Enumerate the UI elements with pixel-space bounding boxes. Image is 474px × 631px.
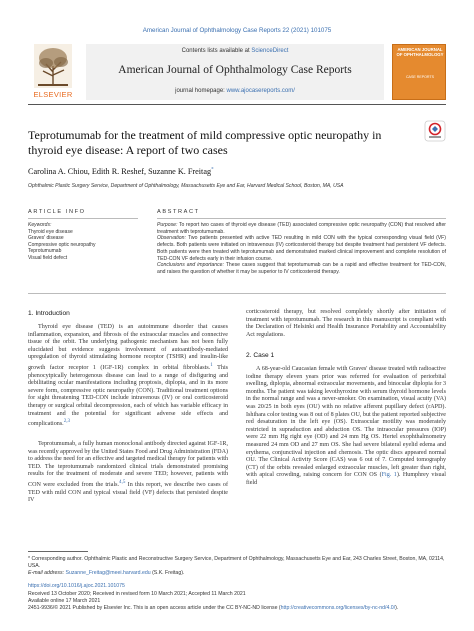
elsevier-tree-icon (34, 44, 72, 88)
section-heading-case-1: 2. Case 1 (246, 352, 275, 359)
cover-title: AMERICAN JOURNAL OF OPHTHALMOLOGY (396, 47, 444, 57)
author-list: Carolina A. Chiou, Edith R. Reshef, Suzanne K. Freitag* (28, 167, 214, 176)
homepage-link[interactable]: www.ajocasereports.com/ (226, 88, 295, 94)
crossmark-icon[interactable] (424, 120, 446, 142)
abstract-bottom-rule (28, 293, 446, 294)
available-online: Available online 17 March 2021 (28, 598, 101, 604)
header-rule (28, 104, 446, 105)
citation-link[interactable]: 4,5 (119, 478, 126, 485)
footnote-rule (28, 551, 88, 552)
author-affiliation: Ophthalmic Plastic Surgery Service, Department of Ophthalmology, Massachusetts Eye and Ear, Harvard Medical School, Boston, MA, USA (28, 183, 344, 189)
publisher-name: ELSEVIER (33, 90, 73, 99)
abstract-conclusions: Conclusions and importance: These cases suggest that teprotumumab can be a rapid and effective treatment for TED-CON, and raises the question of whether it may be superior to IV corticosteroid therapy. (157, 262, 446, 275)
keywords-box (28, 222, 138, 262)
received-dates: Received 13 October 2020; Received in revised form 10 March 2021; Accepted 11 March 2021 (28, 591, 246, 597)
doi-link: https://doi.org/10.1016/j.ajoc.2021.101075 (28, 583, 125, 589)
intro-paragraph-continued: corticosteroid therapy, but resolved completely shortly after initiation of treatment with teprotumumab. The research in this manuscript is compliant with the Declaration of Helsinki and Health Insurance Portability and Accountability Act regulations. (246, 309, 446, 338)
abstract-observation: Observation: Two patients presented with active TED resulting in mild CON with the typical corresponding visual field (VF) defects. Both patients were initiated on intravenous (IV) corticosteroid therapy but despite treatment had persistent VF defects. Both patients were then treated with teprotumumab and demonstrated marked clinical improvement and complete resolution of TED-CON VF defects early in their infusion course. (157, 235, 446, 262)
article-title: Teprotumumab for the treatment of mild compressive optic neuropathy in thyroid eye disease: A report of two cases (28, 128, 382, 157)
keyword: Graves' disease (28, 235, 64, 242)
intro-paragraph: Teprotumumab, a fully human monoclonal antibody directed against IGF-1R, was recently approved by the United States Food and Drug Administration (FDA) to address the need for an effective and targeted medical therapy for patients with TED. The teprotumumab randomized clinical trials demonstrated promising results for the treatment of moderate and severe TED; however, patients with CON were excluded from the trials.$^{4,5}$ In this report, we describe two cases of TED with mild CON and typical visual field (VF) defects that persisted despite IV (28, 441, 228, 504)
license-line: 2451-9936/© 2021 Published by Elsevier Inc. This is an open access article under the CC BY-NC-ND license (http://creativecommons.org/licenses/by-nc-nd/4.0/). (28, 605, 399, 611)
running-header: American Journal of Ophthalmology Case Reports 22 (2021) 101075 (142, 27, 332, 34)
abstract-heading: ABSTRACT (157, 209, 200, 215)
abstract-purpose: Purpose: To report two cases of thyroid eye disease (TED) associated compressive optic neuropathy (CON) that resolved after treatment with teprotumumab. (157, 222, 446, 235)
citation-link[interactable]: 2,3 (63, 418, 71, 425)
email-footnote: E-mail address: Suzanne_Freitag@meei.harvard.edu (S.K. Freitag). (28, 570, 185, 576)
info-rule (28, 218, 138, 219)
intro-paragraph: Thyroid eye disease (TED) is an autoimmune disorder that causes inflammation, expansion, and fibrosis of the extraocular muscles and connective tissue of the orbit. The underlying pathogenic mechanism has not been fully elucidated but evidence suggests involvement of autoantibody-mediated upregulation of thyroid stimulating hormone receptor (TSHR) and insulin-like growth factor receptor 1 (IGF-1R) complex in orbital fibroblasts.$^1$ This phenocytpically heterogenous disease can lead to a range of disfiguring and debilitating ocular manifestations including proptosis, diplopia, and in its more severe form, compressive optic neuropathy (CON). Traditional treatment options for sight threatening TED-CON include intravenous (IV) or oral corticosteroid therapy or surgical orbital decompression, each of which has variable efficacy in treatment and the potential for significant adverse side effects and complications.$^{2,3}$ (28, 324, 229, 428)
journal-masthead (86, 44, 384, 100)
abstract-rule (157, 218, 446, 219)
journal-cover (392, 44, 446, 100)
cover-subtitle: CASE REPORTS (405, 75, 435, 79)
article-info-heading: ARTICLE INFO (28, 209, 86, 215)
figure-link[interactable]: Fig. 1 (381, 472, 397, 479)
license-link[interactable]: http://creativecommons.org/licenses/by-nc-nd/4.0/ (280, 605, 396, 611)
keywords-heading: Keywords: (28, 222, 52, 228)
case-paragraph: A 68-year-old Caucasian female with Graves' disease treated with radioactive iodine therapy eleven years prior was referred for evaluation of periorbital swelling, diplopia, abnormal extraocular movements, and binocular diplopia for 3 months. The patient was taking levothyroxine with serum thyroid hormone levels in the normal range and was a never-smoker. On examination, visual acuity (VA) was 20/25 in both eyes (OU) with no relative afferent pupillary defect (rAPD). Ishihara color testing was 8 out of 8 plates OU, but the patient reported subjective red desaturation in the left eye (OS). Extraocular motility was moderately restricted in supraduction and abduction OS. The intraocular pressures (IOP) were 22 mm Hg right eye (OD) and 24 mm Hg OS. Hertel exophthalmometry measured 24 mm OD and 27 mm OS. She had severe bilateral eyelid edema and erythema, conjunctival injection and chemosis. The optic discs appeared normal OU. The Clinical Activity Score (CAS) was 6 out of 7. Computed tomography (CT) of the orbits revealed enlarged extraocular muscles, left greater than right, with apical crowding, raising concern for CON OS (Fig. 1). Humphrey visual field (246, 366, 446, 486)
corresponding-footnote: * Corresponding author. Ophthalmic Plastic and Reconstructive Surgery Service, Department of Ophthalmology, Massachusetts Eye and Ear, 243 Charles Street, Boston, MA, 02114, USA. (28, 556, 445, 569)
contents-line: Contents lists available at ScienceDirect (181, 48, 289, 54)
abstract-text (157, 222, 446, 276)
homepage-line: journal homepage: www.ajocasereports.com/ (175, 88, 295, 94)
citation-link[interactable]: 1 (210, 361, 213, 368)
keyword: Compressive optic neuropathy (28, 241, 96, 248)
corresponding-author-mark[interactable]: * (211, 167, 214, 173)
keyword: Visual field defect (28, 254, 68, 261)
journal-title: American Journal of Ophthalmology Case Reports (118, 64, 352, 76)
section-heading-introduction: 1. Introduction (28, 310, 70, 317)
keyword: Thyroid eye disease (28, 228, 73, 235)
elsevier-logo (28, 44, 78, 100)
email-link[interactable]: Suzanne_Freitag@meei.harvard.edu (65, 570, 151, 576)
sciencedirect-link[interactable]: ScienceDirect (251, 48, 289, 54)
keyword: Teprotumumab (28, 248, 62, 255)
